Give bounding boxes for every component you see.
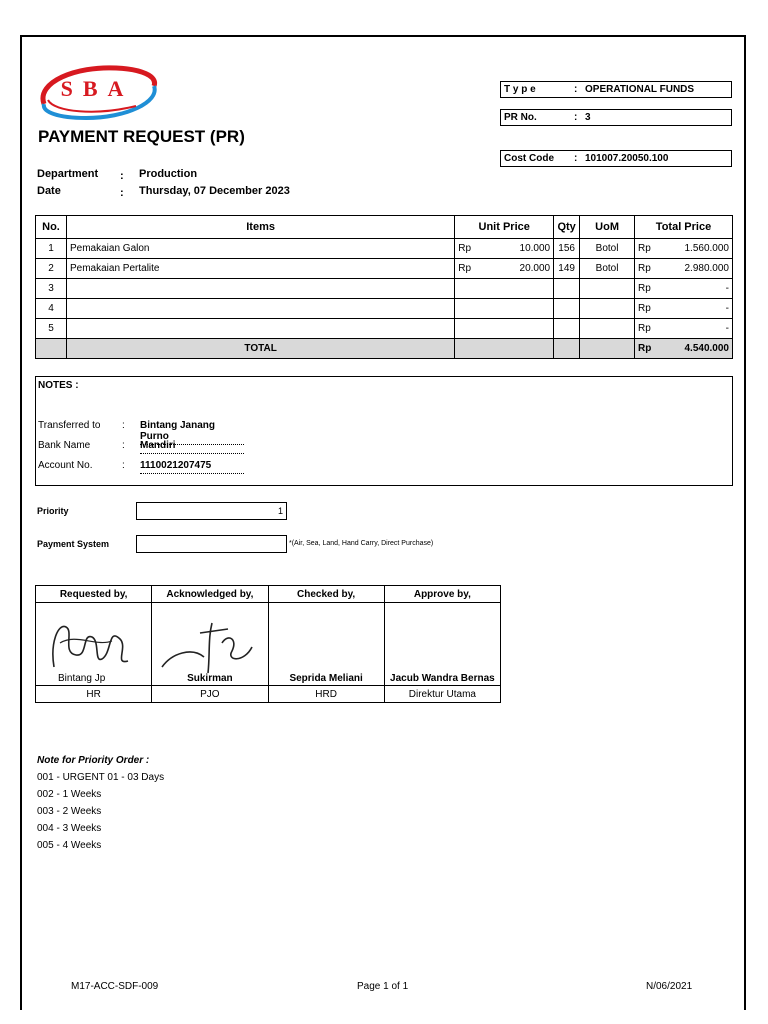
checked-by-role: HRD <box>268 686 384 703</box>
row-unit-price <box>455 279 554 299</box>
transferred-label: Transferred to <box>38 420 101 431</box>
row-item: Pemakaian Pertalite <box>66 259 454 279</box>
date-colon: : <box>120 187 124 199</box>
priority-note-item: 003 - 2 Weeks <box>37 806 102 817</box>
total-row <box>36 339 733 359</box>
priority-note-item: 005 - 4 Weeks <box>37 840 102 851</box>
row-unit-price <box>455 239 554 259</box>
header-unit-price: Unit Price <box>455 216 554 239</box>
approve-by-header: Approve by, <box>384 586 500 603</box>
signature-acknowledged-icon <box>152 603 268 681</box>
acknowledged-by-cell <box>152 603 268 686</box>
date-label: Date <box>37 185 61 197</box>
items-table <box>35 215 733 359</box>
approve-by-name: Jacub Wandra Bernas <box>390 673 495 684</box>
cost-code-value: 101007.20050.100 <box>585 153 669 164</box>
transferred-value: Bintang Janang Purno <box>140 420 244 445</box>
checked-by-header: Checked by, <box>268 586 384 603</box>
table-header-row <box>36 216 733 239</box>
row-qty <box>554 299 580 319</box>
priority-note-item: 004 - 3 Weeks <box>37 823 102 834</box>
transferred-colon: : <box>122 420 125 431</box>
row-total-currency: Rp <box>638 303 651 314</box>
total-currency: Rp <box>638 343 652 354</box>
priority-note-item: 001 - URGENT 01 - 03 Days <box>37 772 165 783</box>
row-item <box>66 299 454 319</box>
row-unit-price <box>455 299 554 319</box>
total-blank <box>36 339 67 359</box>
acknowledged-by-header: Acknowledged by, <box>152 586 268 603</box>
row-unit-currency: Rp <box>458 243 472 254</box>
row-total-value: 1.560.000 <box>684 243 729 254</box>
payment-system-label: Payment System <box>37 539 110 549</box>
account-label: Account No. <box>38 460 93 471</box>
row-uom <box>580 279 635 299</box>
row-total-value: - <box>725 323 729 334</box>
signature-header-row <box>36 586 501 603</box>
checked-by-cell <box>268 603 384 686</box>
row-total <box>635 319 733 339</box>
notes-label: NOTES : <box>38 380 79 391</box>
notes-box <box>35 376 733 486</box>
row-uom: Botol <box>580 239 635 259</box>
row-unit-price <box>455 259 554 279</box>
bank-label: Bank Name <box>38 440 91 451</box>
row-total <box>635 239 733 259</box>
row-qty <box>554 279 580 299</box>
table-row <box>36 239 733 259</box>
row-unit-value: 20.000 <box>519 263 551 274</box>
bank-value: Mandiri <box>140 440 244 454</box>
type-value: OPERATIONAL FUNDS <box>585 84 695 95</box>
total-amount <box>635 339 733 359</box>
requested-by-role: HR <box>36 686 152 703</box>
checked-by-name: Seprida Meliani <box>289 673 363 684</box>
row-uom <box>580 319 635 339</box>
priority-note-item: 002 - 1 Weeks <box>37 789 102 800</box>
total-blank <box>554 339 580 359</box>
pr-no-value: 3 <box>585 112 591 123</box>
table-row <box>36 319 733 339</box>
total-blank <box>580 339 635 359</box>
row-no: 5 <box>36 319 67 339</box>
type-box <box>500 81 732 98</box>
priority-field[interactable]: 1 <box>136 502 287 520</box>
row-total-currency: Rp <box>638 323 651 334</box>
row-qty: 156 <box>554 239 580 259</box>
row-total <box>635 259 733 279</box>
cost-code-box <box>500 150 732 167</box>
row-total-value: - <box>725 283 729 294</box>
account-colon: : <box>122 460 125 471</box>
page-title: PAYMENT REQUEST (PR) <box>38 127 245 146</box>
table-row <box>36 299 733 319</box>
row-uom: Botol <box>580 259 635 279</box>
row-total-currency: Rp <box>638 283 651 294</box>
row-no: 1 <box>36 239 67 259</box>
company-logo <box>36 62 158 122</box>
requested-by-name: Bintang Jp <box>58 673 106 684</box>
acknowledged-by-name: Sukirman <box>187 673 233 684</box>
row-total <box>635 279 733 299</box>
signature-role-row <box>36 686 501 703</box>
header-items: Items <box>66 216 454 239</box>
requested-by-cell <box>36 603 152 686</box>
total-blank <box>455 339 554 359</box>
table-row <box>36 279 733 299</box>
payment-system-field[interactable] <box>136 535 287 553</box>
type-label: T y p e <box>504 84 536 95</box>
approve-by-cell <box>384 603 500 686</box>
row-qty: 149 <box>554 259 580 279</box>
row-no: 2 <box>36 259 67 279</box>
priority-notes <box>37 752 164 854</box>
signature-table <box>35 585 501 703</box>
type-colon: : <box>574 84 578 95</box>
row-total <box>635 299 733 319</box>
row-item: Pemakaian Galon <box>66 239 454 259</box>
department-label: Department <box>37 168 99 180</box>
total-value: 4.540.000 <box>684 343 729 354</box>
row-total-value: - <box>725 303 729 314</box>
pr-no-colon: : <box>574 112 578 123</box>
priority-label: Priority <box>37 506 69 516</box>
row-total-value: 2.980.000 <box>684 263 729 274</box>
logo-text: SBA <box>60 76 134 101</box>
row-unit-currency: Rp <box>458 263 472 274</box>
pr-no-label: PR No. <box>504 112 537 123</box>
acknowledged-by-role: PJO <box>152 686 268 703</box>
header-total-price: Total Price <box>635 216 733 239</box>
account-value: 1110021207475 <box>140 460 244 474</box>
approve-by-role: Direktur Utama <box>384 686 500 703</box>
row-no: 4 <box>36 299 67 319</box>
priority-notes-heading: Note for Priority Order : <box>37 755 150 766</box>
bank-colon: : <box>122 440 125 451</box>
footer-page-number: Page 1 of 1 <box>357 981 409 992</box>
header-uom: UoM <box>580 216 635 239</box>
row-uom <box>580 299 635 319</box>
row-total-currency: Rp <box>638 263 651 274</box>
row-unit-value: 10.000 <box>519 243 551 254</box>
row-no: 3 <box>36 279 67 299</box>
header-no: No. <box>36 216 67 239</box>
footer-revision: N/06/2021 <box>646 981 693 992</box>
page-border <box>20 35 746 1010</box>
table-row <box>36 259 733 279</box>
header-qty: Qty <box>554 216 580 239</box>
row-item <box>66 319 454 339</box>
row-unit-price <box>455 319 554 339</box>
signature-requested-icon <box>36 603 152 681</box>
department-colon: : <box>120 170 124 182</box>
signature-row <box>36 603 501 686</box>
requested-by-header: Requested by, <box>36 586 152 603</box>
cost-code-label: Cost Code <box>504 153 554 164</box>
cost-code-colon: : <box>574 153 578 164</box>
payment-system-hint: *(Air, Sea, Land, Hand Carry, Direct Purchase) <box>289 540 434 547</box>
footer-form-code: M17-ACC-SDF-009 <box>71 981 159 992</box>
row-item <box>66 279 454 299</box>
total-label: TOTAL <box>66 339 454 359</box>
department-value: Production <box>139 168 198 180</box>
row-total-currency: Rp <box>638 243 651 254</box>
date-value: Thursday, 07 December 2023 <box>139 185 290 197</box>
row-qty <box>554 319 580 339</box>
pr-no-box <box>500 109 732 126</box>
